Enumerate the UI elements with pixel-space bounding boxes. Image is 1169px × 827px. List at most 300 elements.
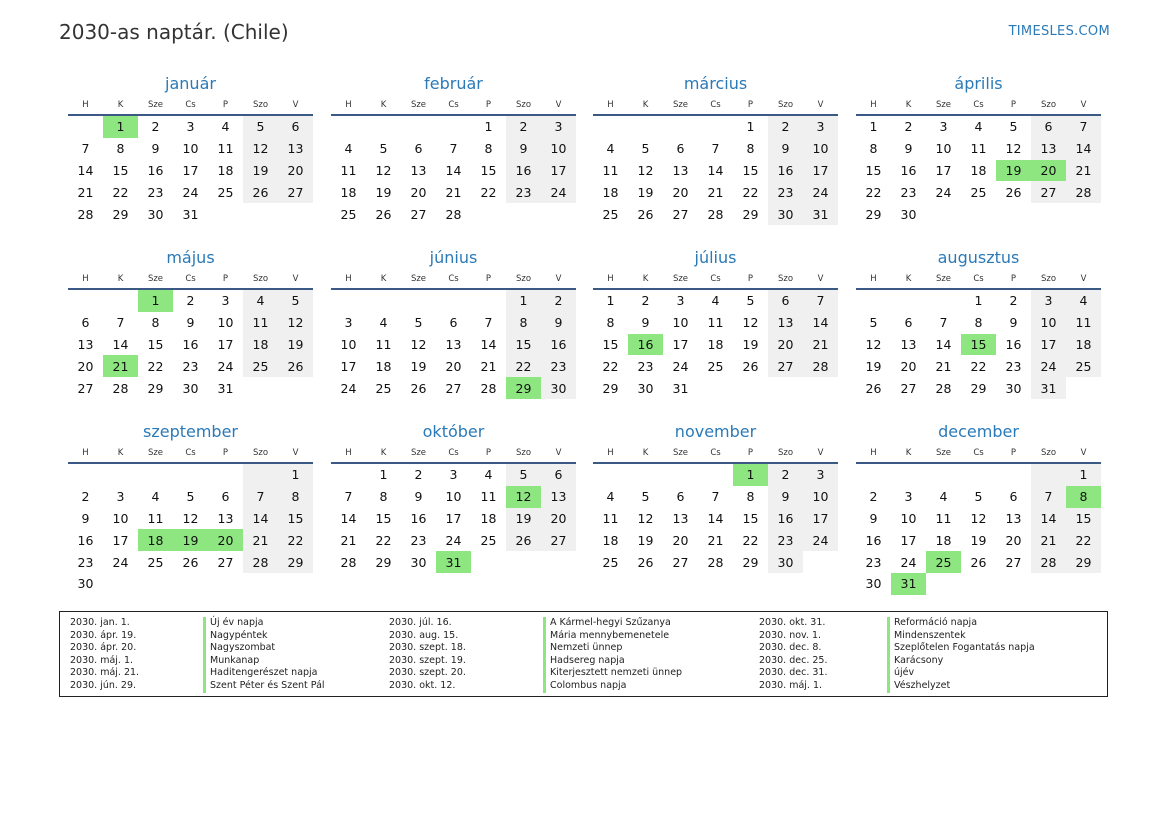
day-cell[interactable]: 5 (506, 464, 541, 486)
day-cell[interactable]: 7 (344, 489, 353, 505)
day-cell[interactable]: 21 (77, 184, 94, 200)
day-cell[interactable]: 28 (707, 554, 724, 570)
day-cell[interactable]: 16 (410, 510, 427, 526)
day-cell[interactable]: 8 (151, 315, 160, 331)
day-cell[interactable]: 15 (480, 162, 497, 178)
day-cell[interactable]: 9 (541, 312, 576, 334)
day-cell[interactable]: 19 (278, 334, 313, 356)
day-cell[interactable]: 12 (410, 336, 427, 352)
day-cell[interactable]: 20 (278, 160, 313, 182)
day-cell[interactable]: 22 (970, 358, 987, 374)
day-cell[interactable]: 29 (147, 380, 164, 396)
day-cell[interactable]: 19 (996, 160, 1031, 182)
day-cell[interactable]: 3 (1031, 290, 1066, 312)
brand-link[interactable]: TIMESLES.COM (1008, 24, 1110, 39)
day-cell[interactable]: 28 (1031, 551, 1066, 573)
day-cell[interactable]: 28 (340, 554, 357, 570)
day-cell[interactable]: 24 (803, 181, 838, 203)
day-cell[interactable]: 13 (672, 510, 689, 526)
day-cell[interactable]: 8 (278, 486, 313, 508)
day-cell[interactable]: 24 (112, 554, 129, 570)
day-cell[interactable]: 27 (217, 554, 234, 570)
day-cell[interactable]: 24 (1031, 355, 1066, 377)
day-cell[interactable]: 13 (1031, 138, 1066, 160)
day-cell[interactable]: 20 (1005, 532, 1022, 548)
day-cell[interactable]: 19 (506, 508, 541, 530)
day-cell[interactable]: 20 (445, 358, 462, 374)
day-cell[interactable]: 18 (602, 184, 619, 200)
day-cell[interactable]: 24 (541, 181, 576, 203)
day-cell[interactable]: 3 (803, 464, 838, 486)
day-cell[interactable]: 4 (606, 141, 615, 157)
day-cell[interactable]: 23 (147, 184, 164, 200)
day-cell[interactable]: 25 (375, 380, 392, 396)
day-cell[interactable]: 18 (340, 184, 357, 200)
day-cell[interactable]: 6 (278, 116, 313, 138)
day-cell[interactable]: 25 (147, 554, 164, 570)
day-cell[interactable]: 27 (410, 206, 427, 222)
day-cell[interactable]: 21 (1031, 529, 1066, 551)
day-cell[interactable]: 2 (1009, 293, 1018, 309)
day-cell[interactable]: 14 (803, 312, 838, 334)
day-cell[interactable]: 12 (970, 510, 987, 526)
day-cell[interactable]: 10 (541, 138, 576, 160)
day-cell[interactable]: 7 (484, 315, 493, 331)
day-cell[interactable]: 19 (375, 184, 392, 200)
day-cell[interactable]: 17 (340, 358, 357, 374)
day-cell[interactable]: 9 (151, 141, 160, 157)
day-cell[interactable]: 29 (1066, 551, 1101, 573)
day-cell[interactable]: 9 (1009, 315, 1018, 331)
day-cell[interactable]: 2 (506, 116, 541, 138)
day-cell[interactable]: 22 (742, 184, 759, 200)
day-cell[interactable]: 2 (768, 116, 803, 138)
day-cell[interactable]: 29 (602, 380, 619, 396)
day-cell[interactable]: 6 (676, 489, 685, 505)
day-cell[interactable]: 15 (112, 162, 129, 178)
day-cell[interactable]: 17 (803, 508, 838, 530)
day-cell[interactable]: 27 (672, 206, 689, 222)
day-cell[interactable]: 14 (480, 336, 497, 352)
day-cell[interactable]: 18 (375, 358, 392, 374)
day-cell[interactable]: 29 (970, 380, 987, 396)
day-cell[interactable]: 12 (182, 510, 199, 526)
day-cell[interactable]: 31 (436, 551, 471, 573)
day-cell[interactable]: 4 (974, 119, 983, 135)
day-cell[interactable]: 6 (1031, 116, 1066, 138)
day-cell[interactable]: 1 (138, 290, 173, 312)
day-cell[interactable]: 10 (803, 138, 838, 160)
day-cell[interactable]: 7 (711, 141, 720, 157)
day-cell[interactable]: 12 (1005, 141, 1022, 157)
day-cell[interactable]: 5 (746, 293, 755, 309)
day-cell[interactable]: 4 (484, 467, 493, 483)
day-cell[interactable]: 16 (147, 162, 164, 178)
day-cell[interactable]: 26 (637, 206, 654, 222)
day-cell[interactable]: 30 (147, 206, 164, 222)
day-cell[interactable]: 26 (742, 358, 759, 374)
day-cell[interactable]: 15 (147, 336, 164, 352)
day-cell[interactable]: 10 (340, 336, 357, 352)
day-cell[interactable]: 19 (637, 532, 654, 548)
day-cell[interactable]: 30 (768, 551, 803, 573)
day-cell[interactable]: 28 (803, 355, 838, 377)
day-cell[interactable]: 27 (1005, 554, 1022, 570)
day-cell[interactable]: 21 (103, 355, 138, 377)
day-cell[interactable]: 26 (243, 181, 278, 203)
day-cell[interactable]: 12 (742, 315, 759, 331)
day-cell[interactable]: 10 (182, 141, 199, 157)
day-cell[interactable]: 12 (243, 138, 278, 160)
day-cell[interactable]: 31 (672, 380, 689, 396)
day-cell[interactable]: 17 (672, 336, 689, 352)
day-cell[interactable]: 21 (707, 184, 724, 200)
day-cell[interactable]: 26 (865, 380, 882, 396)
day-cell[interactable]: 29 (112, 206, 129, 222)
day-cell[interactable]: 30 (410, 554, 427, 570)
day-cell[interactable]: 8 (746, 141, 755, 157)
day-cell[interactable]: 16 (506, 160, 541, 182)
day-cell[interactable]: 27 (541, 529, 576, 551)
day-cell[interactable]: 11 (340, 162, 357, 178)
day-cell[interactable]: 26 (278, 355, 313, 377)
day-cell[interactable]: 12 (506, 486, 541, 508)
day-cell[interactable]: 23 (768, 529, 803, 551)
day-cell[interactable]: 13 (1005, 510, 1022, 526)
day-cell[interactable]: 1 (103, 116, 138, 138)
day-cell[interactable]: 26 (1005, 184, 1022, 200)
day-cell[interactable]: 3 (221, 293, 230, 309)
day-cell[interactable]: 29 (375, 554, 392, 570)
day-cell[interactable]: 28 (77, 206, 94, 222)
day-cell[interactable]: 15 (602, 336, 619, 352)
day-cell[interactable]: 23 (410, 532, 427, 548)
day-cell[interactable]: 4 (939, 489, 948, 505)
day-cell[interactable]: 3 (904, 489, 913, 505)
day-cell[interactable]: 25 (970, 184, 987, 200)
day-cell[interactable]: 5 (641, 141, 650, 157)
day-cell[interactable]: 28 (445, 206, 462, 222)
day-cell[interactable]: 9 (904, 141, 913, 157)
day-cell[interactable]: 31 (182, 206, 199, 222)
day-cell[interactable]: 22 (480, 184, 497, 200)
day-cell[interactable]: 6 (449, 315, 458, 331)
day-cell[interactable]: 26 (375, 206, 392, 222)
day-cell[interactable]: 30 (1005, 380, 1022, 396)
day-cell[interactable]: 11 (243, 312, 278, 334)
day-cell[interactable]: 24 (217, 358, 234, 374)
day-cell[interactable]: 23 (768, 181, 803, 203)
day-cell[interactable]: 25 (217, 184, 234, 200)
day-cell[interactable]: 3 (803, 116, 838, 138)
day-cell[interactable]: 16 (900, 162, 917, 178)
day-cell[interactable]: 18 (970, 162, 987, 178)
day-cell[interactable]: 19 (410, 358, 427, 374)
day-cell[interactable]: 25 (602, 206, 619, 222)
day-cell[interactable]: 16 (865, 532, 882, 548)
day-cell[interactable]: 20 (672, 532, 689, 548)
day-cell[interactable]: 25 (480, 532, 497, 548)
day-cell[interactable]: 25 (926, 551, 961, 573)
day-cell[interactable]: 18 (935, 532, 952, 548)
day-cell[interactable]: 18 (480, 510, 497, 526)
day-cell[interactable]: 2 (414, 467, 423, 483)
day-cell[interactable]: 9 (506, 138, 541, 160)
day-cell[interactable]: 24 (182, 184, 199, 200)
day-cell[interactable]: 23 (1005, 358, 1022, 374)
day-cell[interactable]: 28 (480, 380, 497, 396)
day-cell[interactable]: 6 (541, 464, 576, 486)
day-cell[interactable]: 1 (733, 464, 768, 486)
day-cell[interactable]: 15 (1066, 508, 1101, 530)
day-cell[interactable]: 10 (900, 510, 917, 526)
day-cell[interactable]: 11 (1066, 312, 1101, 334)
day-cell[interactable]: 16 (768, 508, 803, 530)
day-cell[interactable]: 10 (803, 486, 838, 508)
day-cell[interactable]: 12 (278, 312, 313, 334)
day-cell[interactable]: 27 (672, 554, 689, 570)
day-cell[interactable]: 7 (116, 315, 125, 331)
day-cell[interactable]: 8 (116, 141, 125, 157)
day-cell[interactable]: 11 (480, 489, 497, 505)
day-cell[interactable]: 10 (445, 489, 462, 505)
day-cell[interactable]: 1 (379, 467, 388, 483)
day-cell[interactable]: 15 (375, 510, 392, 526)
day-cell[interactable]: 25 (243, 355, 278, 377)
day-cell[interactable]: 12 (865, 336, 882, 352)
day-cell[interactable]: 14 (1031, 508, 1066, 530)
day-cell[interactable]: 19 (173, 529, 208, 551)
day-cell[interactable]: 30 (900, 206, 917, 222)
day-cell[interactable]: 27 (768, 355, 803, 377)
day-cell[interactable]: 31 (891, 573, 926, 595)
day-cell[interactable]: 22 (506, 355, 541, 377)
day-cell[interactable]: 21 (445, 184, 462, 200)
day-cell[interactable]: 3 (344, 315, 353, 331)
day-cell[interactable]: 8 (974, 315, 983, 331)
day-cell[interactable]: 17 (1031, 334, 1066, 356)
day-cell[interactable]: 7 (939, 315, 948, 331)
day-cell[interactable]: 23 (77, 554, 94, 570)
day-cell[interactable]: 26 (506, 529, 541, 551)
day-cell[interactable]: 30 (541, 377, 576, 399)
day-cell[interactable]: 20 (672, 184, 689, 200)
day-cell[interactable]: 7 (449, 141, 458, 157)
day-cell[interactable]: 22 (147, 358, 164, 374)
day-cell[interactable]: 10 (217, 315, 234, 331)
day-cell[interactable]: 27 (900, 380, 917, 396)
day-cell[interactable]: 8 (606, 315, 615, 331)
day-cell[interactable]: 6 (81, 315, 90, 331)
day-cell[interactable]: 7 (1031, 486, 1066, 508)
day-cell[interactable]: 15 (742, 162, 759, 178)
day-cell[interactable]: 15 (278, 508, 313, 530)
day-cell[interactable]: 23 (637, 358, 654, 374)
day-cell[interactable]: 5 (641, 489, 650, 505)
day-cell[interactable]: 2 (904, 119, 913, 135)
day-cell[interactable]: 26 (637, 554, 654, 570)
day-cell[interactable]: 14 (935, 336, 952, 352)
day-cell[interactable]: 14 (340, 510, 357, 526)
day-cell[interactable]: 3 (116, 489, 125, 505)
day-cell[interactable]: 28 (243, 551, 278, 573)
day-cell[interactable]: 31 (803, 203, 838, 225)
day-cell[interactable]: 30 (77, 576, 94, 592)
day-cell[interactable]: 8 (1066, 486, 1101, 508)
day-cell[interactable]: 23 (506, 181, 541, 203)
day-cell[interactable]: 5 (379, 141, 388, 157)
day-cell[interactable]: 3 (939, 119, 948, 135)
day-cell[interactable]: 9 (768, 486, 803, 508)
day-cell[interactable]: 1 (974, 293, 983, 309)
day-cell[interactable]: 18 (707, 336, 724, 352)
day-cell[interactable]: 23 (182, 358, 199, 374)
day-cell[interactable]: 22 (1066, 529, 1101, 551)
day-cell[interactable]: 8 (484, 141, 493, 157)
day-cell[interactable]: 12 (637, 510, 654, 526)
day-cell[interactable]: 20 (900, 358, 917, 374)
day-cell[interactable]: 15 (506, 334, 541, 356)
day-cell[interactable]: 31 (1031, 377, 1066, 399)
day-cell[interactable]: 15 (742, 510, 759, 526)
day-cell[interactable]: 4 (379, 315, 388, 331)
day-cell[interactable]: 8 (379, 489, 388, 505)
day-cell[interactable]: 30 (865, 576, 882, 592)
day-cell[interactable]: 23 (541, 355, 576, 377)
day-cell[interactable]: 20 (541, 508, 576, 530)
day-cell[interactable]: 1 (278, 464, 313, 486)
day-cell[interactable]: 17 (445, 510, 462, 526)
day-cell[interactable]: 31 (217, 380, 234, 396)
day-cell[interactable]: 8 (869, 141, 878, 157)
day-cell[interactable]: 13 (217, 510, 234, 526)
day-cell[interactable]: 5 (974, 489, 983, 505)
day-cell[interactable]: 10 (1031, 312, 1066, 334)
day-cell[interactable]: 12 (375, 162, 392, 178)
day-cell[interactable]: 2 (641, 293, 650, 309)
day-cell[interactable]: 21 (480, 358, 497, 374)
day-cell[interactable]: 19 (637, 184, 654, 200)
day-cell[interactable]: 1 (1066, 464, 1101, 486)
day-cell[interactable]: 24 (803, 529, 838, 551)
day-cell[interactable]: 30 (182, 380, 199, 396)
day-cell[interactable]: 9 (186, 315, 195, 331)
day-cell[interactable]: 28 (112, 380, 129, 396)
day-cell[interactable]: 14 (707, 510, 724, 526)
day-cell[interactable]: 14 (77, 162, 94, 178)
day-cell[interactable]: 20 (1031, 160, 1066, 182)
day-cell[interactable]: 2 (151, 119, 160, 135)
day-cell[interactable]: 17 (935, 162, 952, 178)
day-cell[interactable]: 13 (77, 336, 94, 352)
day-cell[interactable]: 30 (768, 203, 803, 225)
day-cell[interactable]: 6 (676, 141, 685, 157)
day-cell[interactable]: 27 (1031, 181, 1066, 203)
day-cell[interactable]: 29 (865, 206, 882, 222)
day-cell[interactable]: 4 (243, 290, 278, 312)
day-cell[interactable]: 22 (278, 529, 313, 551)
day-cell[interactable]: 26 (970, 554, 987, 570)
day-cell[interactable]: 19 (243, 160, 278, 182)
day-cell[interactable]: 22 (375, 532, 392, 548)
day-cell[interactable]: 21 (803, 334, 838, 356)
day-cell[interactable]: 12 (637, 162, 654, 178)
day-cell[interactable]: 9 (641, 315, 650, 331)
day-cell[interactable]: 20 (208, 529, 243, 551)
day-cell[interactable]: 7 (243, 486, 278, 508)
day-cell[interactable]: 24 (340, 380, 357, 396)
day-cell[interactable]: 3 (186, 119, 195, 135)
day-cell[interactable]: 1 (746, 119, 755, 135)
day-cell[interactable]: 2 (768, 464, 803, 486)
day-cell[interactable]: 13 (900, 336, 917, 352)
day-cell[interactable]: 25 (707, 358, 724, 374)
day-cell[interactable]: 10 (935, 141, 952, 157)
day-cell[interactable]: 18 (1066, 334, 1101, 356)
day-cell[interactable]: 13 (445, 336, 462, 352)
day-cell[interactable]: 6 (1009, 489, 1018, 505)
day-cell[interactable]: 5 (1009, 119, 1018, 135)
day-cell[interactable]: 7 (81, 141, 90, 157)
day-cell[interactable]: 4 (711, 293, 720, 309)
day-cell[interactable]: 11 (970, 141, 987, 157)
day-cell[interactable]: 8 (506, 312, 541, 334)
day-cell[interactable]: 30 (637, 380, 654, 396)
day-cell[interactable]: 11 (602, 510, 619, 526)
day-cell[interactable]: 16 (1005, 336, 1022, 352)
day-cell[interactable]: 25 (340, 206, 357, 222)
day-cell[interactable]: 8 (746, 489, 755, 505)
day-cell[interactable]: 4 (151, 489, 160, 505)
day-cell[interactable]: 24 (935, 184, 952, 200)
day-cell[interactable]: 3 (449, 467, 458, 483)
day-cell[interactable]: 17 (803, 160, 838, 182)
day-cell[interactable]: 13 (768, 312, 803, 334)
day-cell[interactable]: 2 (186, 293, 195, 309)
day-cell[interactable]: 21 (243, 529, 278, 551)
day-cell[interactable]: 11 (375, 336, 392, 352)
day-cell[interactable]: 17 (541, 160, 576, 182)
day-cell[interactable]: 27 (77, 380, 94, 396)
day-cell[interactable]: 18 (602, 532, 619, 548)
day-cell[interactable]: 21 (935, 358, 952, 374)
day-cell[interactable]: 17 (182, 162, 199, 178)
day-cell[interactable]: 17 (217, 336, 234, 352)
day-cell[interactable]: 23 (900, 184, 917, 200)
day-cell[interactable]: 7 (803, 290, 838, 312)
day-cell[interactable]: 21 (1066, 160, 1101, 182)
day-cell[interactable]: 28 (935, 380, 952, 396)
day-cell[interactable]: 4 (1066, 290, 1101, 312)
day-cell[interactable]: 13 (278, 138, 313, 160)
day-cell[interactable]: 16 (77, 532, 94, 548)
day-cell[interactable]: 3 (676, 293, 685, 309)
day-cell[interactable]: 22 (112, 184, 129, 200)
day-cell[interactable]: 1 (506, 290, 541, 312)
day-cell[interactable]: 4 (221, 119, 230, 135)
day-cell[interactable]: 29 (742, 206, 759, 222)
day-cell[interactable]: 19 (742, 336, 759, 352)
day-cell[interactable]: 20 (410, 184, 427, 200)
day-cell[interactable]: 15 (961, 334, 996, 356)
day-cell[interactable]: 7 (711, 489, 720, 505)
day-cell[interactable]: 19 (865, 358, 882, 374)
day-cell[interactable]: 9 (869, 510, 878, 526)
day-cell[interactable]: 26 (410, 380, 427, 396)
day-cell[interactable]: 11 (602, 162, 619, 178)
day-cell[interactable]: 5 (414, 315, 423, 331)
day-cell[interactable]: 3 (541, 116, 576, 138)
